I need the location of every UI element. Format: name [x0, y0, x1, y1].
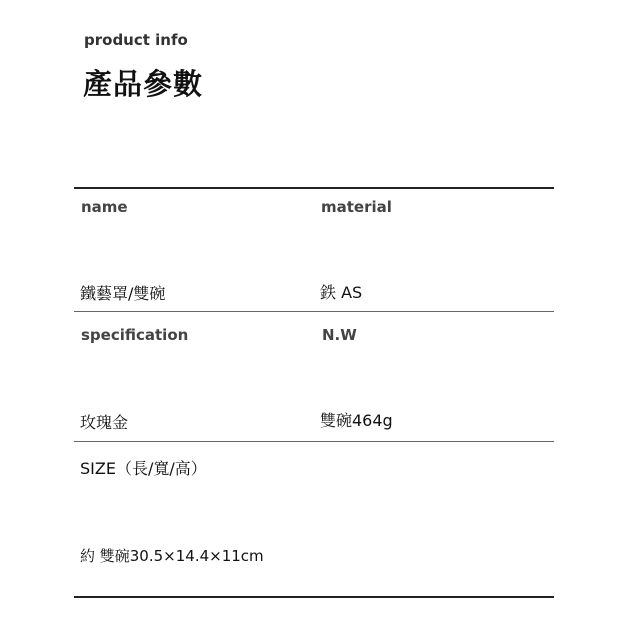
row-divider-2 [74, 441, 554, 442]
page-title: 產品參數 [83, 67, 204, 101]
specification-label: specification [81, 326, 189, 344]
row-divider-1 [74, 311, 554, 312]
nw-label: N.W [322, 326, 357, 344]
name-value: 鐵藝罩/雙碗 [80, 284, 166, 303]
section-subtitle: product info [84, 31, 188, 49]
nw-value: 雙碗464g [320, 411, 393, 430]
size-value: 約 雙碗30.5×14.4×11cm [80, 547, 264, 565]
bottom-divider [74, 596, 554, 598]
top-divider [74, 187, 554, 189]
specification-value: 玫瑰金 [80, 413, 129, 432]
size-label: SIZE（長/寬/高） [80, 459, 207, 478]
material-label: material [321, 198, 392, 216]
material-value: 鉄 AS [320, 283, 363, 302]
name-label: name [81, 198, 128, 216]
